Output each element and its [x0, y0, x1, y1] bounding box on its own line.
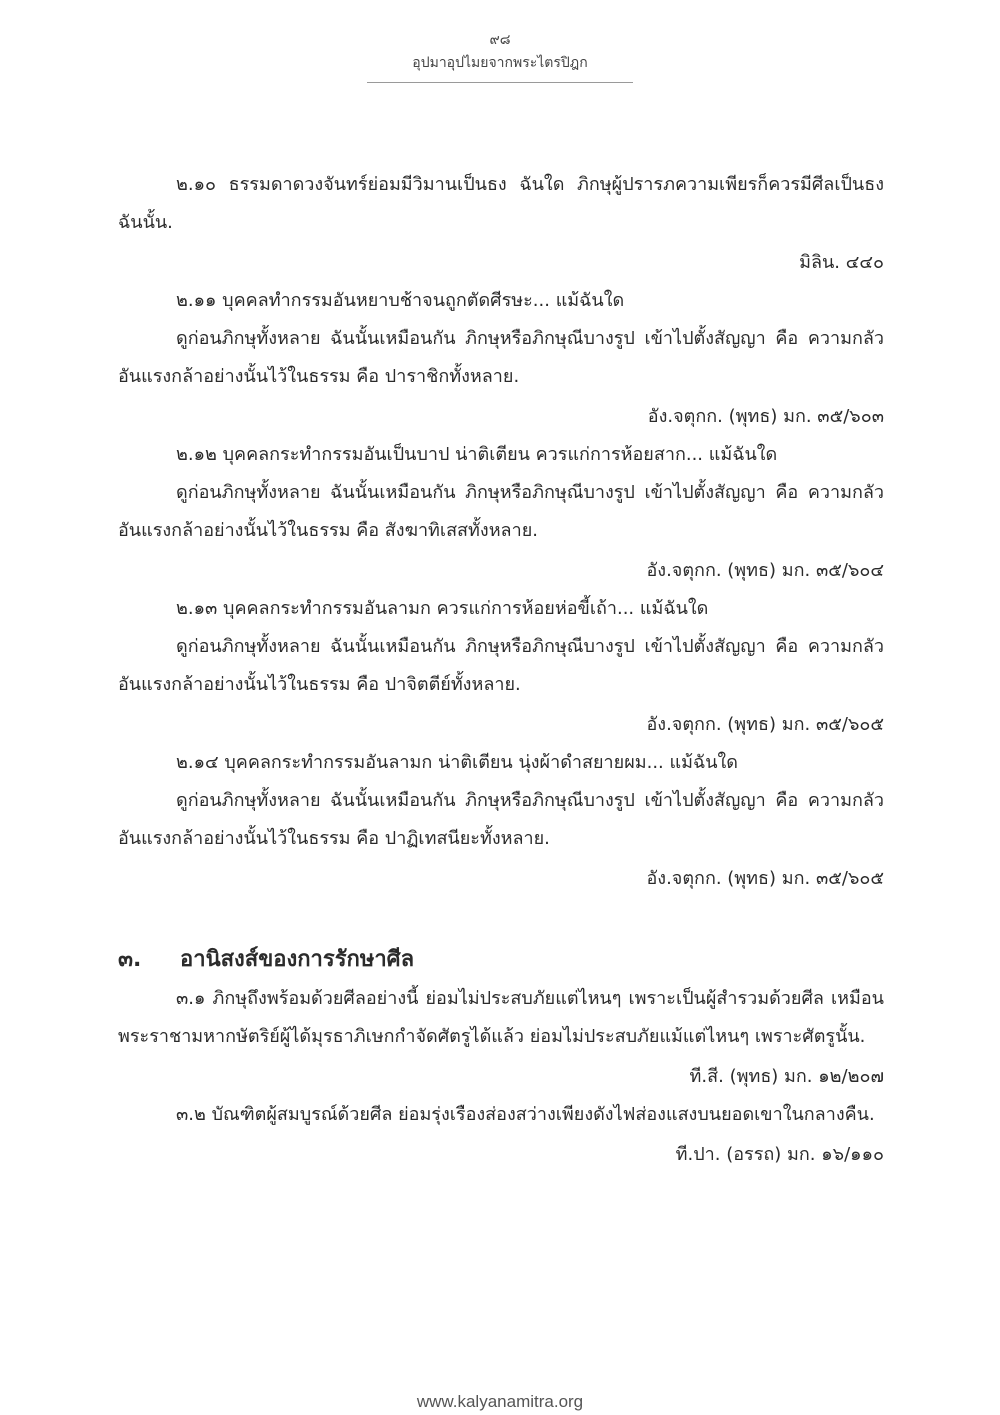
- section-title: อานิสงส์ของการรักษาศีล: [180, 947, 415, 972]
- section-heading: [118, 940, 884, 980]
- section-number: ๓.: [118, 947, 142, 972]
- paragraph-2-12-body: ดูก่อนภิกษุทั้งหลาย ฉันนั้นเหมือนกัน ภิกษุหรือภิกษุณีบางรูป เข้าไปตั้งสัญญา คือ ความกลัวอันแรงกล้าอย่างนั้นไว้ในธรรม คือ สังฆาทิเสสทั้งหลาย.: [118, 482, 884, 541]
- paragraph-2-11-body: ดูก่อนภิกษุทั้งหลาย ฉันนั้นเหมือนกัน ภิกษุหรือภิกษุณีบางรูป เข้าไปตั้งสัญญา คือ ความกลัวอันแรงกล้าอย่างนั้นไว้ในธรรม คือ ปาราชิกทั้งหลาย.: [118, 328, 884, 387]
- running-title: อุปมาอุปไมยจากพระไตรปิฎก: [412, 55, 588, 71]
- citation: อัง.จตุกก. (พุทธ) มก. ๓๕/๖๐๓: [647, 406, 884, 427]
- page-body: [118, 166, 884, 1174]
- paragraph-2-13-body: ดูก่อนภิกษุทั้งหลาย ฉันนั้นเหมือนกัน ภิกษุหรือภิกษุณีบางรูป เข้าไปตั้งสัญญา คือ ความกลัวอันแรงกล้าอย่างนั้นไว้ในธรรม คือ ปาจิตตีย์ทั้งหลาย.: [118, 636, 884, 695]
- citation: อัง.จตุกก. (พุทธ) มก. ๓๕/๖๐๔: [646, 560, 884, 581]
- citation: มิลิน. ๔๔๐: [799, 252, 884, 273]
- header-divider: [367, 82, 633, 83]
- citation: ที.สี. (พุทธ) มก. ๑๒/๒๐๗: [689, 1066, 884, 1087]
- paragraph-2-11-lead: ๒.๑๑ บุคคลทำกรรมอันหยาบช้าจนถูกตัดศีรษะ... แม้ฉันใด: [176, 290, 625, 311]
- paragraph-2-10: ๒.๑๐ ธรรมดาดวงจันทร์ย่อมมีวิมานเป็นธง ฉันใด ภิกษุผู้ปรารภความเพียรก็ควรมีศีลเป็นธง ฉันนั้น.: [118, 174, 884, 233]
- paragraph-3-1: ๓.๑ ภิกษุถึงพร้อมด้วยศีลอย่างนี้ ย่อมไม่ประสบภัยแต่ไหนๆ เพราะเป็นผู้สำรวมด้วยศีล เหมือนพระราชามหากษัตริย์ผู้ได้มุรธาภิเษกกำจัดศัตรูได้แล้ว ย่อมไม่ประสบภัยแม้แต่ไหนๆ เพราะศัตรูนั้น.: [118, 988, 884, 1047]
- paragraph-2-14-lead: ๒.๑๔ บุคคลกระทำกรรมอันลามก น่าติเตียน นุ่งผ้าดำสยายผม... แม้ฉันใด: [176, 752, 738, 773]
- citation: อัง.จตุกก. (พุทธ) มก. ๓๕/๖๐๕: [646, 714, 884, 735]
- footer-url: www.kalyanamitra.org: [416, 1392, 584, 1411]
- paragraph-3-2: ๓.๒ บัณฑิตผู้สมบูรณ์ด้วยศีล ย่อมรุ่งเรืองส่องสว่างเพียงดังไฟส่องแสงบนยอดเขาในกลางคืน.: [176, 1104, 875, 1125]
- citation: อัง.จตุกก. (พุทธ) มก. ๓๕/๖๐๕: [646, 868, 884, 889]
- paragraph-2-12-lead: ๒.๑๒ บุคคลกระทำกรรมอันเป็นบาป น่าติเตียน ควรแก่การห้อยสาก... แม้ฉันใด: [176, 444, 778, 465]
- paragraph-2-14-body: ดูก่อนภิกษุทั้งหลาย ฉันนั้นเหมือนกัน ภิกษุหรือภิกษุณีบางรูป เข้าไปตั้งสัญญา คือ ความกลัวอันแรงกล้าอย่างนั้นไว้ในธรรม คือ ปาฏิเทสนียะทั้งหลาย.: [118, 790, 884, 849]
- page-header: [0, 30, 1000, 83]
- citation: ที.ปา. (อรรถ) มก. ๑๖/๑๑๐: [675, 1144, 884, 1165]
- page-number: ๙๘: [489, 32, 511, 48]
- paragraph-2-13-lead: ๒.๑๓ บุคคลกระทำกรรมอันลามก ควรแก่การห้อยห่อขี้เถ้า... แม้ฉันใด: [176, 598, 709, 619]
